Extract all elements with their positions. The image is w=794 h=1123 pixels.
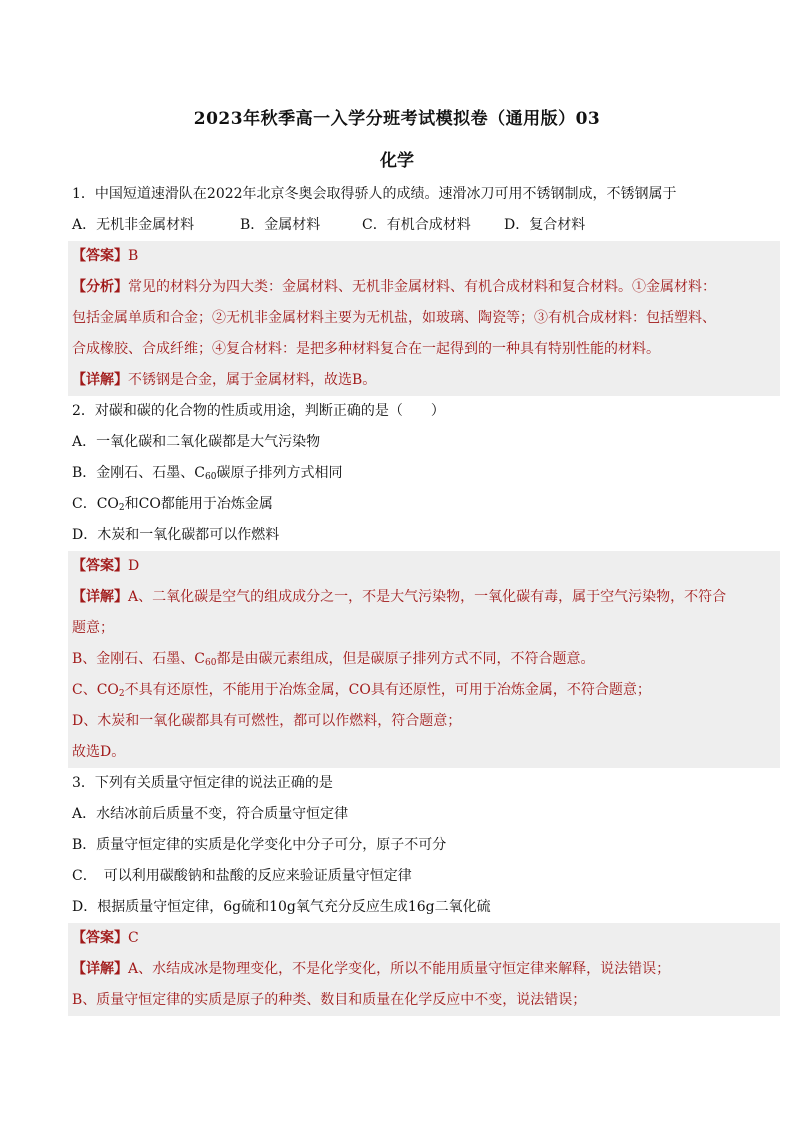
q3-option-b: B．质量守恒定律的实质是化学变化中分子可分，原子不可分 [72, 837, 447, 853]
q2-option-c-text-end: 和CO都能用于冶炼金属 [124, 496, 273, 512]
answer-value: C [128, 930, 139, 946]
answer-label: 【答案】 [72, 248, 128, 264]
detail-label: 【详解】 [72, 961, 128, 977]
question-2-stem: 2．对碳和碳的化合物的性质或用途，判断正确的是（ ） [72, 403, 445, 419]
q1-option-a: A．无机非金属材料 [72, 217, 195, 233]
q2-option-d: D．木炭和一氧化碳都可以作燃料 [72, 527, 280, 543]
q2-answer [68, 551, 780, 582]
q3-detail-b: B、质量守恒定律的实质是原子的种类、数目和质量在化学反应中不变，说法错误； [68, 985, 780, 1016]
q2-detail-c [68, 675, 780, 706]
q1-analysis-line-2: 包括金属单质和合金；②无机非金属材料主要为无机盐，如玻璃、陶瓷等；③有机合成材料：包括塑料、 [68, 303, 780, 334]
q1-option-c: C．有机合成材料 [362, 217, 471, 233]
q3-answer [68, 923, 780, 954]
subject-title: 化学 [380, 151, 414, 171]
detail-text: A、水结成冰是物理变化，不是化学变化，所以不能用质量守恒定律来解释，说法错误； [128, 961, 671, 977]
subscript: 2 [118, 689, 125, 699]
q3-detail-a [68, 954, 780, 985]
document-body [68, 179, 780, 1016]
answer-value: B [128, 248, 139, 264]
question-3-stem: 3．下列有关质量守恒定律的说法正确的是 [72, 775, 333, 791]
detail-text-end: 不具有还原性，不能用于冶炼金属，CO具有还原性，可用于冶炼金属，不符合题意； [124, 682, 651, 698]
q3-option-d: D．根据质量守恒定律，6g硫和10g氧气充分反应生成16g二氧化硫 [72, 899, 491, 915]
q1-analysis-line-1 [68, 272, 780, 303]
q2-detail-a-cont: 题意； [68, 613, 780, 644]
q2-option-c [68, 489, 780, 520]
detail-label: 【详解】 [72, 589, 128, 605]
answer-label: 【答案】 [72, 558, 128, 574]
q1-detail [68, 365, 780, 396]
exam-title: 2023年秋季高一入学分班考试模拟卷（通用版）03 [193, 109, 601, 129]
detail-text: 不锈钢是合金，属于金属材料，故选B。 [128, 372, 377, 388]
q2-option-b [68, 458, 780, 489]
detail-label: 【详解】 [72, 372, 128, 388]
q2-detail-d: D、木炭和一氧化碳都具有可燃性，都可以作燃料，符合题意； [68, 706, 780, 737]
question-1-options [68, 210, 780, 241]
question-1-stem: 1．中国短道速滑队在2022年北京冬奥会取得骄人的成绩。速滑冰刀可用不锈钢制成，不锈钢属于 [72, 186, 677, 202]
q3-option-c: C． 可以利用碳酸钠和盐酸的反应来验证质量守恒定律 [72, 868, 412, 884]
q2-conclusion: 故选D。 [68, 737, 780, 768]
q2-option-b-text-end: 碳原子排列方式相同 [216, 465, 343, 481]
q2-option-b-text: B．金刚石、石墨、C [72, 465, 205, 481]
detail-text: B、金刚石、石墨、C [72, 651, 205, 667]
answer-value: D [128, 558, 140, 574]
detail-text-end: 都是由碳元素组成，但是碳原子排列方式不同，不符合题意。 [216, 651, 595, 667]
detail-text: A、二氧化碳是空气的组成成分之一，不是大气污染物，一氧化碳有毒，属于空气污染物，不符合 [128, 589, 727, 605]
q1-option-b: B．金属材料 [240, 217, 321, 233]
detail-text: C、CO [72, 682, 119, 698]
subscript: 60 [205, 658, 217, 668]
q2-option-c-text: C．CO [72, 496, 119, 512]
subscript: 60 [205, 472, 217, 482]
q3-option-a: A．水结冰前后质量不变，符合质量守恒定律 [72, 806, 349, 822]
answer-label: 【答案】 [72, 930, 128, 946]
q1-analysis-line-3: 合成橡胶、合成纤维；④复合材料：是把多种材料复合在一起得到的一种具有特别性能的材料。 [68, 334, 780, 365]
q2-detail-a [68, 582, 780, 613]
analysis-label: 【分析】 [72, 279, 128, 295]
q1-option-d: D．复合材料 [504, 217, 586, 233]
q2-detail-b [68, 644, 780, 675]
q1-answer [68, 241, 780, 272]
q2-option-a: A．一氧化碳和二氧化碳都是大气污染物 [72, 434, 321, 450]
analysis-text: 常见的材料分为四大类：金属材料、无机非金属材料、有机合成材料和复合材料。①金属材料： [128, 279, 716, 295]
subscript: 2 [118, 503, 125, 513]
